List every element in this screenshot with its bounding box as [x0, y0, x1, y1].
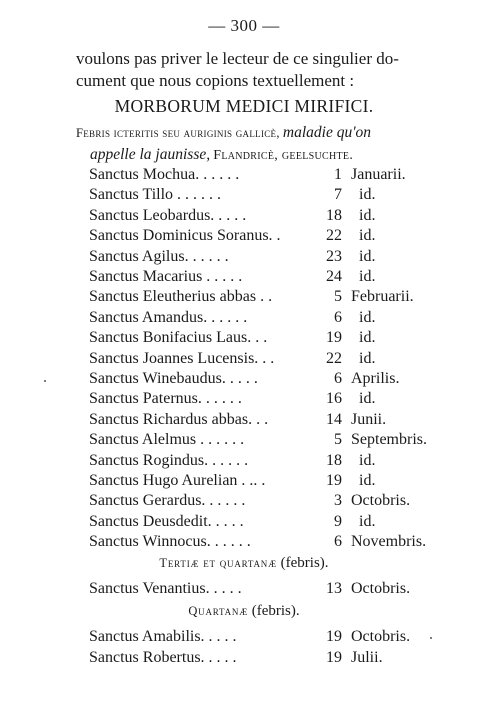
saint-entry [89, 390, 449, 412]
feast-month: id. [359, 349, 376, 367]
feast-month: id. [359, 512, 376, 530]
saint-entry [89, 288, 449, 310]
saint-name: Sanctus Agilus. . . . . . [89, 247, 229, 265]
feast-day: 24 [326, 268, 342, 285]
saint-entry [89, 309, 449, 331]
febris-italic-b: appelle la jaunisse, [90, 146, 211, 163]
tertian-heading-rest: (febris). [280, 555, 329, 571]
feast-month: Junii. [351, 410, 387, 428]
saint-name: Sanctus Leobardus. . . . . [89, 206, 247, 224]
saint-name: Sanctus Winnocus. . . . . . [89, 533, 251, 551]
saint-name: Sanctus Eleutherius abbas . . [89, 288, 273, 306]
feast-month: id. [359, 268, 376, 285]
feast-day: 16 [326, 390, 342, 408]
saint-entry [89, 268, 449, 290]
saint-entry [89, 350, 449, 372]
saint-entry [89, 649, 449, 671]
main-title: MORBORUM MEDICI MIRIFICI. [114, 96, 374, 116]
quartan-heading-rest: (febris). [251, 603, 300, 619]
feast-month: Octobris. [351, 628, 411, 645]
saint-name: Sanctus Deusdedit. . . . . [89, 512, 244, 530]
saint-name: Sanctus Winebaudus. . . . . [89, 370, 258, 387]
saint-name: Sanctus Bonifacius Laus. . . [89, 329, 268, 347]
feast-day: 19 [326, 649, 342, 666]
feast-day: 9 [334, 512, 342, 530]
saint-entry [89, 628, 449, 650]
saint-name: Sanctus Hugo Aurelian . .. . [89, 472, 266, 489]
feast-day: 5 [334, 288, 342, 306]
feast-month: Octobris. [351, 580, 411, 597]
feast-month: Julii. [351, 649, 383, 666]
saint-entry [89, 411, 449, 433]
tertian-heading-caps: Tertiæ et quartanæ [159, 556, 277, 570]
intro-line: cument que nous copions textuellement : [76, 71, 355, 90]
feast-day: 1 [334, 166, 342, 183]
saint-name: Sanctus Macarius . . . . . [89, 268, 243, 285]
feast-month: Octobris. [351, 492, 411, 510]
febris-italic-a: maladie qu'on [282, 124, 372, 141]
saint-entry [89, 227, 449, 249]
feast-day: 19 [326, 329, 342, 347]
feast-day: 22 [326, 349, 342, 367]
saint-name: Sanctus Venantius. . . . . [89, 580, 242, 597]
feast-month: id. [359, 308, 376, 326]
saint-name: Sanctus Rogindus. . . . . . [89, 451, 249, 469]
feast-month: id. [359, 472, 376, 489]
saint-name: Sanctus Tillo . . . . . . [89, 186, 222, 204]
feast-day: 18 [326, 206, 342, 224]
feast-day: 14 [326, 410, 342, 428]
saint-name: Sanctus Paternus. . . . . . [89, 390, 242, 408]
saint-entry [89, 580, 449, 602]
tertian-heading [0, 555, 488, 572]
saint-entry [89, 431, 449, 453]
feast-day: 19 [326, 472, 342, 489]
febris-lead: Febris icteritis seu auriginis gallicè, [76, 126, 280, 140]
feast-month: id. [359, 206, 376, 224]
feast-day: 18 [326, 451, 342, 469]
feast-day: 7 [334, 186, 342, 204]
saint-name: Sanctus Robertus. . . . . [89, 649, 237, 666]
saint-entry [89, 472, 449, 494]
saint-entry [89, 452, 449, 474]
quartan-heading [0, 603, 488, 620]
feast-month: Aprilis. [351, 370, 400, 387]
saint-entry [89, 166, 449, 188]
feast-day: 22 [326, 227, 342, 245]
feast-month: id. [359, 390, 376, 408]
stray-mark [430, 637, 432, 639]
feast-month: id. [359, 247, 376, 265]
feast-day: 6 [334, 308, 342, 326]
feast-day: 6 [334, 370, 342, 387]
saint-name: Sanctus Amabilis. . . . . [89, 628, 237, 645]
saint-name: Sanctus Joannes Lucensis. . . [89, 349, 275, 367]
saint-entry [89, 533, 449, 555]
feast-month: id. [359, 186, 376, 204]
saint-name: Sanctus Gerardus. . . . . . [89, 492, 246, 510]
febris-heading [76, 122, 436, 167]
feast-month: id. [359, 451, 376, 469]
saint-entry [89, 248, 449, 270]
feast-month: id. [359, 329, 376, 347]
feast-day: 13 [326, 580, 342, 597]
saint-name: Sanctus Dominicus Soranus. . [89, 227, 281, 245]
febris-tail: Flandricè, geelsuchte. [213, 148, 354, 163]
intro-line: voulons pas priver le lecteur de ce singulier do- [76, 49, 399, 68]
feast-day: 23 [326, 247, 342, 265]
saint-entry [89, 492, 449, 514]
quartan-heading-caps: Quartanæ [188, 604, 248, 618]
saint-entry [89, 513, 449, 535]
intro-paragraph [76, 48, 436, 92]
saint-entry [89, 370, 449, 392]
saint-entry [89, 186, 449, 208]
saint-entry [89, 207, 449, 229]
feast-day: 5 [334, 431, 342, 449]
page-number: — 300 — [208, 16, 280, 35]
saint-entry [89, 329, 449, 351]
feast-day: 3 [334, 492, 342, 510]
saint-name: Sanctus Mochua. . . . . . [89, 166, 240, 183]
saint-name: Sanctus Amandus. . . . . . [89, 308, 248, 326]
stray-mark [44, 380, 46, 382]
feast-month: Novembris. [351, 533, 427, 551]
feast-day: 6 [334, 533, 342, 551]
feast-month: Februarii. [351, 288, 414, 306]
feast-month: Januarii. [351, 166, 406, 183]
feast-month: Septembris. [351, 431, 427, 449]
feast-month: id. [359, 227, 376, 245]
saint-name: Sanctus Alelmus . . . . . . [89, 431, 245, 449]
feast-day: 19 [326, 628, 342, 645]
saint-name: Sanctus Richardus abbas. . . [89, 410, 269, 428]
